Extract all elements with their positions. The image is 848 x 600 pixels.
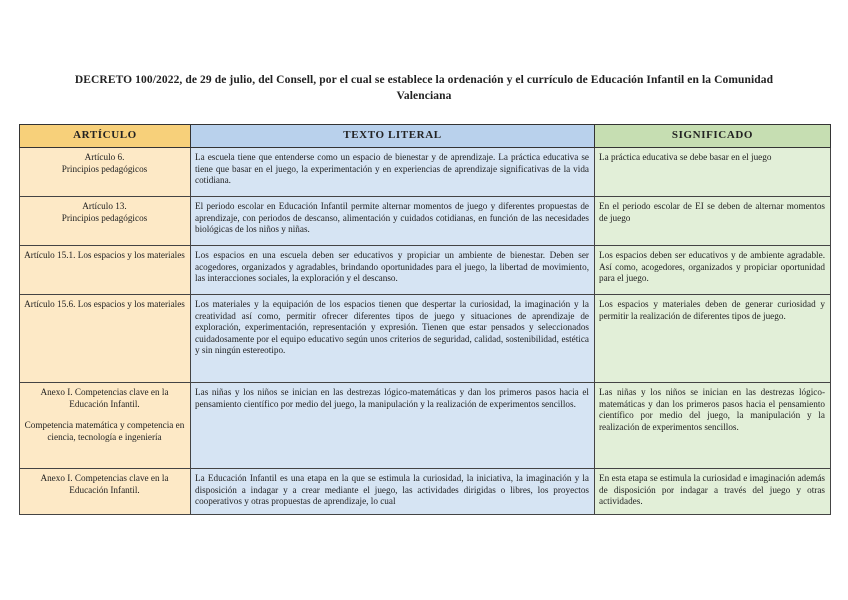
header-texto-literal: TEXTO LITERAL	[191, 125, 595, 148]
cell-texto: Las niñas y los niños se inician en las destrezas lógico-matemáticas y dan los primeros pasos hacia el pensamiento científico por medio del juego, la manipulación y la realización de experimentos sencillos.	[191, 383, 595, 469]
cell-articulo	[20, 383, 191, 469]
cell-articulo	[20, 197, 191, 246]
cell-significado: Los espacios deben ser educativos y de ambiente agradable. Así como, acogedores, organizados y propiciar oportunidad para el juego.	[595, 246, 831, 295]
table-row	[20, 148, 831, 197]
cell-significado: La práctica educativa se debe basar en el juego	[595, 148, 831, 197]
header-articulo: ARTÍCULO	[20, 125, 191, 148]
cell-texto: La Educación Infantil es una etapa en la que se estimula la curiosidad, la iniciativa, la imaginación y la disposición a indagar y a crear mediante el juego, las actividades dirigidas o libres, los proyectos cooperativos y otras propuestas de aprendizaje, lo cual	[191, 469, 595, 515]
cell-articulo	[20, 148, 191, 197]
cell-significado: En esta etapa se estimula la curiosidad e imaginación además de disposición por indagar a través del juego y otras actividades.	[595, 469, 831, 515]
articulo-subtext: Competencia matemática y competencia en ciencia, tecnología e ingeniería	[24, 420, 185, 442]
cell-texto: La escuela tiene que entenderse como un espacio de bienestar y de aprendizaje. La práctica educativa se tiene que basar en el juego, la experimentación y en experiencias de aprendizaje significativas de la vida cotidiana.	[191, 148, 595, 197]
cell-significado: En el periodo escolar de EI se deben de alternar momentos de juego	[595, 197, 831, 246]
header-significado: SIGNIFICADO	[595, 125, 831, 148]
articulo-text: Anexo I. Competencias clave en la Educación Infantil.	[40, 387, 169, 409]
cell-significado: Las niñas y los niños se inician en las destrezas lógico-matemáticas y dan los primeros pasos hacia el pensamiento científico por medio del juego, la manipulación y la realización de experimentos sencillos.	[595, 383, 831, 469]
table-row	[20, 469, 831, 515]
table-row	[20, 383, 831, 469]
cell-texto: Los materiales y la equipación de los espacios tienen que despertar la curiosidad, la imaginación y la creatividad así como, permitir ofrecer diferentes tipos de juego y situaciones de aprendizaje de exploración, experimentación, representación y expresión. Tienen que estar pensados y seleccionados cuidadosamente por el equipo educativo según unos criterios de seguridad, calidad, sostenibilidad, estética y sin ningún estereotipo.	[191, 295, 595, 383]
table-row	[20, 295, 831, 383]
table-row	[20, 197, 831, 246]
articulo-text: Artículo 13. Principios pedagógicos	[61, 201, 148, 223]
table-row	[20, 246, 831, 295]
table-header-row	[20, 125, 831, 148]
decree-table	[19, 124, 831, 515]
articulo-text: Artículo 6. Principios pedagógicos	[61, 152, 148, 174]
cell-articulo: Artículo 15.1. Los espacios y los materiales	[20, 246, 191, 295]
cell-articulo: Artículo 15.6. Los espacios y los materiales	[20, 295, 191, 383]
cell-significado: Los espacios y materiales deben de generar curiosidad y permitir la realización de diferentes tipos de juego.	[595, 295, 831, 383]
cell-articulo: Anexo I. Competencias clave en la Educación Infantil.	[20, 469, 191, 515]
cell-texto: El periodo escolar en Educación Infantil permite alternar momentos de juego y diferentes propuestas de aprendizaje, con periodos de descanso, alimentación y cuidados cotidianas, en función de las necesidades biológicas de los niños y niñas.	[191, 197, 595, 246]
cell-texto: Los espacios en una escuela deben ser educativos y propiciar un ambiente de bienestar. Deben ser acogedores, organizados y agradables, brindando oportunidades para el juego, la libertad de movimiento, las interacciones sociales, la exploración y el descanso.	[191, 246, 595, 295]
document-title: DECRETO 100/2022, de 29 de julio, del Consell, por el cual se establece la ordenación y el currículo de Educación Infantil en la Comunidad Valenciana	[74, 74, 774, 102]
